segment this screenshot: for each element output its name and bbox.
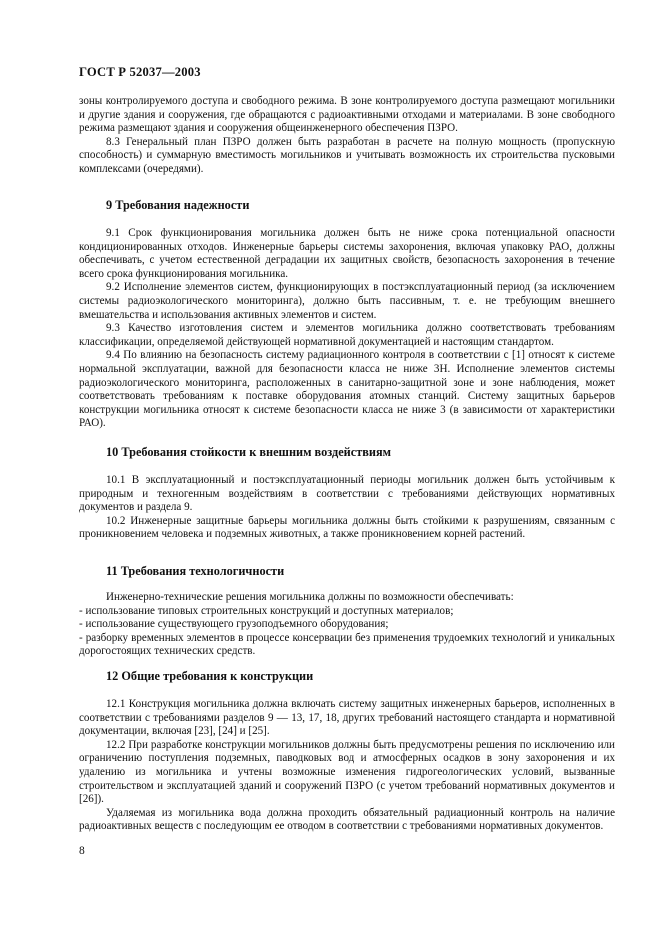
page-number: 8 — [79, 845, 85, 857]
paragraph-12-1: 12.1 Конструкция могильника должна включать систему защитных инженерных барьеров, исполненных в соответствии с требованиями разделов 9 — 13, 17, 18, других требований настоящего стандарта и нормативной документации, включая [23], [24] и [25]. — [79, 698, 615, 738]
paragraph-9-3: 9.3 Качество изготовления систем и элементов могильника должно соответствовать требованиям классификации, определяемой действующей нормативной документацией и настоящим стандартом. — [79, 322, 615, 348]
paragraph-8-3: 8.3 Генеральный план ПЗРО должен быть разработан в расчете на полную мощность (пропускную способность) и суммарную вместимость могильников и учитывать возможность их строительства пусковыми комплексами (очередями). — [79, 135, 615, 175]
section-9-title: 9 Требования надежности — [106, 198, 250, 212]
list-item: - использование типовых строительных конструкций и доступных материалов; — [79, 604, 454, 617]
paragraph-10-2: 10.2 Инженерные защитные барьеры могильника должны быть стойкими к разрушениям, связанным с проникновением человека и подземных животных, а также проникновением корней растений. — [79, 514, 615, 541]
section-9-body — [79, 227, 615, 431]
section-11-body — [79, 591, 615, 659]
section-12-body — [79, 698, 615, 834]
intro-block — [79, 95, 615, 177]
list-item: - использование существующего грузоподъемного оборудования; — [79, 618, 389, 631]
list-item: - разборку временных элементов в процессе консервации без применения трудоемких технологий и уникальных дорогостоящих технических средств. — [79, 631, 615, 658]
section-10-title: 10 Требования стойкости к внешним воздействиям — [106, 445, 392, 459]
paragraph-11-intro: Инженерно-технические решения могильника должны по возможности обеспечивать: — [106, 591, 514, 603]
paragraph-9-2: 9.2 Исполнение элементов систем, функционирующих в постэксплуатационный период (за исключением системы радиоэкологического мониторинга), должно быть пассивным, т. е. не требующим внешнего вмешательства и использования активных элементов и систем. — [79, 281, 615, 321]
section-10-body — [79, 474, 615, 542]
paragraph-9-4: 9.4 По влиянию на безопасность систему радиационного контроля в соответствии с [1] относят к системе нормальной эксплуатации, важной для безопасности класса не ниже 3Н. Исполнение элементов системы радиоэкологического мониторинга, расположенных в санитарно-защитной зоне и зоне наблюдения, может соответствовать требованиям к поставке оборудования атомных станций. Систему защитных барьеров конструкции могильника относят к системе безопасности класса не ниже 3 (в зависимости от характеристики РАО). — [79, 349, 615, 430]
paragraph-10-1: 10.1 В эксплуатационный и постэксплуатационный периоды могильник должен быть устойчивым к природным и техногенным воздействиям в соответствии с требованиями действующих нормативных документов и раздела 9. — [79, 474, 615, 514]
paragraph-12-2: 12.2 При разработке конструкции могильников должны быть предусмотрены решения по исключению или ограничению поступления подземных, паводковых вод и атмосферных осадков в зону захоронения и их удалению из могильника и учтены возможные изменения гидрогеологических условий, вызванные строительством и эксплуатацией зданий и сооружений ПЗРО (с учетом требований нормативных документов и [26]). — [79, 738, 615, 806]
paragraph-9-1: 9.1 Срок функционирования могильника должен быть не ниже срока потенциальной опасности кондиционированных отходов. Инженерные барьеры системы захоронения, включая упаковку РАО, должны обеспечивать, с учетом естественной деградации их защитных свойств, безопасность захоронения в течение всего срока функционирования могильника. — [79, 227, 615, 280]
document-header: ГОСТ Р 52037—2003 — [79, 65, 201, 79]
section-11-title: 11 Требования технологичности — [106, 564, 285, 578]
section-12-title: 12 Общие требования к конструкции — [106, 669, 314, 683]
paragraph-12-2-cont: Удаляемая из могильника вода должна проходить обязательный радиационный контроль на наличие радиоактивных веществ с последующим ее отводом в соответствии с требованиями нормативных документов. — [79, 806, 615, 833]
paragraph: зоны контролируемого доступа и свободного режима. В зоне контролируемого доступа размещают могильники и другие здания и сооружения, где обращаются с радиоактивными отходами и материалами. В зоне свободного режима размещают здания и сооружения общеинженерного обеспечения ПЗРО. — [79, 95, 615, 135]
